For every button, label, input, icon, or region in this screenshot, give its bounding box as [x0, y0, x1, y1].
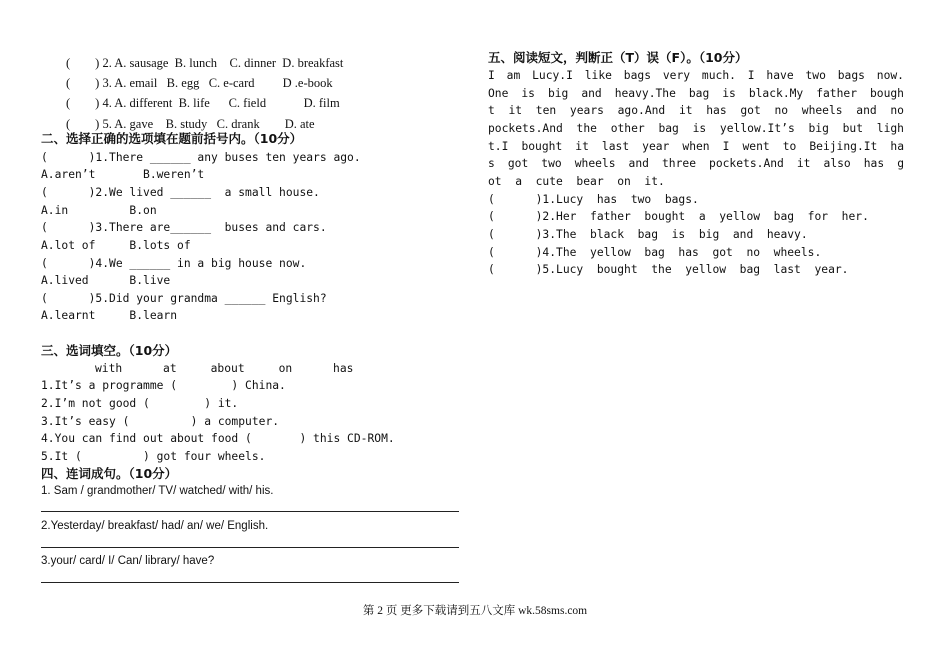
s3-line: 1.It’s a programme ( ) China.	[41, 379, 286, 392]
section-2-title: 二、选择正确的选项填在题前括号内。（10分）	[41, 131, 303, 146]
s2-line: ( )5.Did your grandma ______ English?	[41, 292, 327, 305]
passage-line: t.I bought it last year when I went to Beijing.It ha	[488, 140, 904, 153]
answer-line-2[interactable]	[41, 547, 459, 548]
word-bank: with at about on has	[95, 362, 354, 375]
mcq-item-4: ( ) 4. A. different B. life C. field D. film	[66, 96, 340, 110]
s3-line: 4.You can find out about food ( ) this CD-ROM.	[41, 432, 395, 445]
passage-line: s got two wheels and three pockets.And it also has g	[488, 157, 904, 170]
section-4-title: 四、连词成句。（10分）	[41, 466, 178, 481]
page-footer: 第 2 页 更多下载请到五八文库 wk.58sms.com	[362, 605, 588, 617]
s2-line: ( )4.We ______ in a big house now.	[41, 257, 307, 270]
judge-item: ( )5.Lucy bought the yellow bag last year.	[488, 263, 849, 276]
s2-line: ( )2.We lived ______ a small house.	[41, 186, 320, 199]
s4-prompt-2: 2.Yesterday/ breakfast/ had/ an/ we/ English.	[41, 520, 269, 532]
s2-line: A.aren’t B.weren’t	[41, 168, 205, 181]
right-column	[488, 0, 908, 300]
s2-line: A.in B.on	[41, 204, 157, 217]
section-5-title: 五、阅读短文，判断正（T）误（F）。（10分）	[488, 50, 748, 65]
mcq-item-3: ( ) 3. A. email B. egg C. e-card D .e-book	[66, 76, 333, 90]
s2-line: A.learnt B.learn	[41, 309, 178, 322]
s3-line: 2.I’m not good ( ) it.	[41, 397, 239, 410]
judge-item: ( )2.Her father bought a yellow bag for her.	[488, 210, 869, 223]
passage-line: ot a cute bear on it.	[488, 175, 665, 188]
judge-item: ( )1.Lucy has two bags.	[488, 193, 699, 206]
s2-line: ( )1.There ______ any buses ten years ago.	[41, 151, 361, 164]
passage-line: I am Lucy.I like bags very much. I have two bags now.	[488, 69, 904, 82]
s3-line: 5.It ( ) got four wheels.	[41, 450, 266, 463]
s2-line: A.lived B.live	[41, 274, 171, 287]
s3-line: 3.It’s easy ( ) a computer.	[41, 415, 280, 428]
judge-item: ( )4.The yellow bag has got no wheels.	[488, 246, 822, 259]
passage-line: pockets.And the other bag is yellow.It’s big but ligh	[488, 122, 904, 135]
mcq-item-2: ( ) 2. A. sausage B. lunch C. dinner D. breakfast	[66, 56, 344, 70]
answer-line-3[interactable]	[41, 582, 459, 583]
s2-line: ( )3.There are______ buses and cars.	[41, 221, 327, 234]
passage-line: t it ten years ago.And it has got no wheels and no	[488, 104, 904, 117]
judge-item: ( )3.The black bag is big and heavy.	[488, 228, 808, 241]
mcq-item-5: ( ) 5. A. gave B. study C. drank D. ate	[66, 117, 315, 131]
s4-prompt-3: 3.your/ card/ I/ Can/ library/ have?	[41, 555, 215, 567]
section-3-title: 三、选词填空。（10分）	[41, 343, 178, 358]
answer-line-1[interactable]	[41, 511, 459, 512]
s4-prompt-1: 1. Sam / grandmother/ TV/ watched/ with/ his.	[41, 485, 274, 497]
passage-line: One is big and heavy.The bag is black.My father bough	[488, 87, 904, 100]
s2-line: A.lot of B.lots of	[41, 239, 191, 252]
left-column	[0, 0, 470, 600]
